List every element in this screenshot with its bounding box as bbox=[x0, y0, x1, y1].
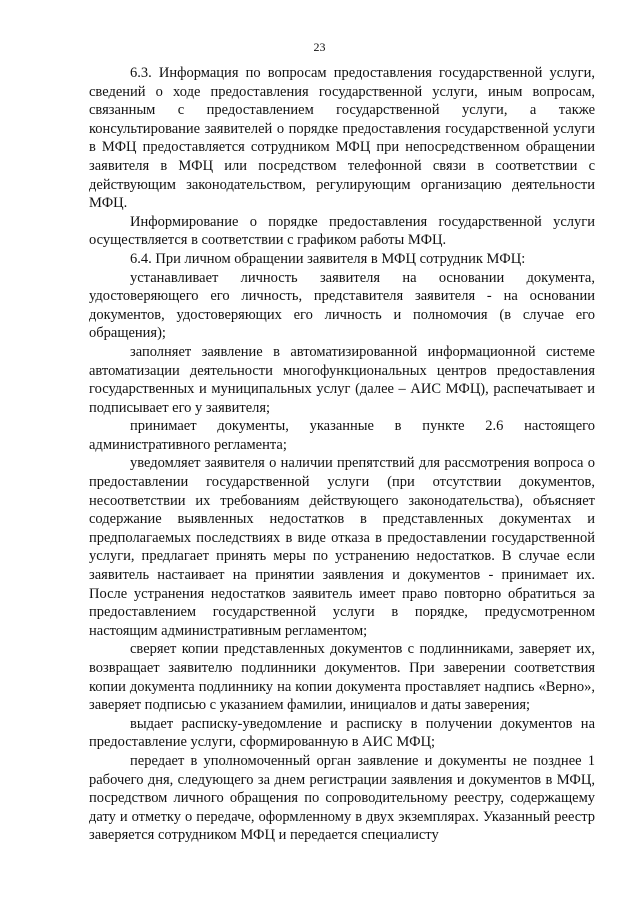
paragraph-fill-application: заполняет заявление в автоматизированной информационной системе автоматизации деятельности многофункциональных центров предоставления государственных и муниципальных услуг (далее – АИС МФЦ), распечатывает и подписывает его у заявителя; bbox=[89, 343, 595, 416]
paragraph-transfer-documents: передает в уполномоченный орган заявление и документы не позднее 1 рабочего дня, следующего за днем регистрации заявления и документов в МФЦ, посредством личного обращения по сопроводительному реестру, содержащему дату и отметку о передаче, оформленному в двух экземплярах. Указанный реестр заверяется сотрудником МФЦ и передается специалисту bbox=[89, 752, 595, 844]
page-number: 23 bbox=[313, 40, 326, 54]
paragraph-informing-schedule: Информирование о порядке предоставления государственной услуги осуществляется в соответствии с графиком работы МФЦ. bbox=[89, 213, 595, 249]
paragraph-accept-documents: принимает документы, указанные в пункте 2.6 настоящего административного регламента; bbox=[89, 418, 595, 453]
paragraph-identify-applicant: устанавливает личность заявителя на основании документа, удостоверяющего его личность, представителя заявителя - на основании документов, удостоверяющих его личность и полномочия (в случае его обращения); bbox=[89, 269, 595, 342]
paragraph-issue-receipt: выдает расписку-уведомление и расписку в получении документов на предоставление услуги, сформированную в АИС МФЦ; bbox=[89, 715, 595, 751]
paragraph-6-3: 6.3. Информация по вопросам предоставления государственной услуги, сведений о ходе предоставления государственной услуги, иным вопросам, связанным с предоставлением государственной услуги, а также консультирование заявителей о порядке предоставления государственной услуги в МФЦ предоставляется сотрудником МФЦ при непосредственном обращении заявителя в МФЦ или посредством телефонной связи в соответствии с действующим законодательством, регулирующим организацию деятельности МФЦ. bbox=[89, 65, 595, 212]
paragraph-notify-obstacles: уведомляет заявителя о наличии препятствий для рассмотрения вопроса о предоставлении государственной услуги (при отсутствии документов, несоответствии их требованиям действующего законодательства), объясняет содержание выявленных недостатков в представленных документах и предполагаемых последствиях в виде отказа в предоставлении государственной услуги, предлагает принять меры по устранению недостатков. В случае если заявитель настаивает на принятии заявления и документов - принимает их. После устранения недостатков заявитель имеет право повторно обратиться за предоставлением государственной услуги в порядке, предусмотренном настоящим административным регламентом; bbox=[89, 455, 595, 639]
document-body bbox=[89, 64, 595, 845]
paragraph-6-4: 6.4. При личном обращении заявителя в МФЦ сотрудник МФЦ: bbox=[130, 250, 526, 267]
paragraph-verify-copies: сверяет копии представленных документов с подлинниками, заверяет их, возвращает заявителю подлинники документов. При заверении соответствия копии документа подлиннику на копии документа проставляет надпись «Верно», заверяет подписью с указанием фамилии, инициалов и даты заверения; bbox=[89, 641, 595, 714]
